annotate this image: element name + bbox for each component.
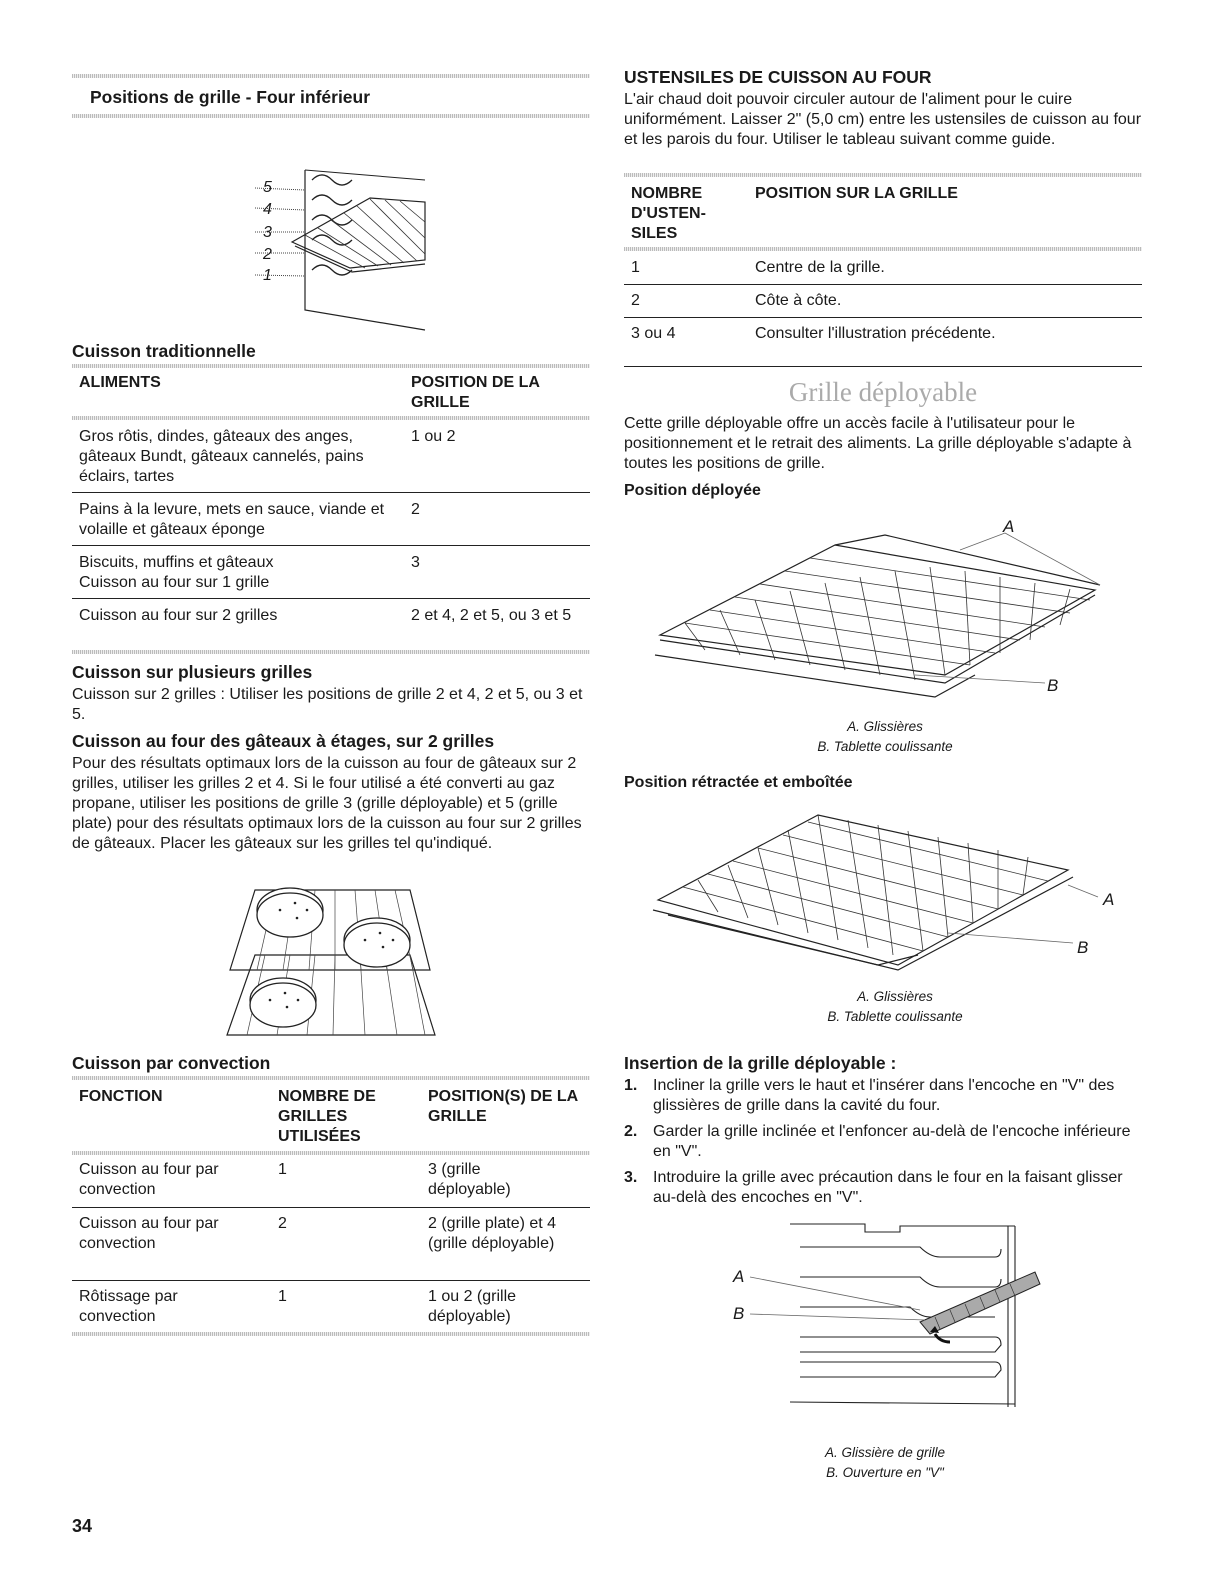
caption-a: A. Glissières [847,719,923,734]
table-cell: Côte à côte. [755,292,842,309]
caption-b: B. Tablette coulissante [827,1009,963,1024]
table-header: POSITION SUR LA GRILLE [755,185,958,202]
caption-a: A. Glissières [857,989,933,1004]
list-item [624,1168,1144,1208]
table-cell: Rôtissage par convection [79,1288,178,1325]
list-item [624,1122,1144,1162]
table-cell: 2 (grille plate) et 4 (grille déployable) [428,1215,557,1252]
table-cell: Consulter l'illustration précédente. [755,325,996,342]
rack-number-1: 1 [263,267,272,284]
table-cell: Pains à la levure, mets en sauce, viande et volaille et gâteaux éponge [79,501,385,538]
row-divider [72,1207,590,1208]
step-number: 1. [624,1077,638,1094]
insertion-illustration [750,1222,1050,1412]
table-header: FONCTION [79,1088,163,1105]
section-divider [624,366,1142,367]
shade-bar [72,114,590,118]
shade-bar [72,1332,590,1336]
table-header: NOMBRE DE GRILLES UTILISÉES [278,1088,376,1145]
rollout-title: Grille déployable [788,377,978,407]
table-cell: 1 ou 2 [411,428,456,445]
table-cell: 3 [411,554,420,571]
rack-positions-heading: Positions de grille - Four inférieur [90,87,371,107]
table-cell: 2 [631,292,640,309]
row-divider [624,284,1142,285]
step-number: 3. [624,1169,638,1186]
table-cell: 1 [278,1161,287,1178]
step-number: 2. [624,1123,638,1140]
table-header: NOMBRE D'USTEN-SILES [631,185,706,242]
label-b: B [1047,676,1059,695]
table-cell: 3 (grille déployable) [428,1161,511,1198]
table-header: ALIMENTS [79,374,161,391]
table-cell: Cuisson au four par convection [79,1215,219,1252]
table-cell: 1 [278,1288,287,1305]
retracted-heading: Position rétractée et emboîtée [624,774,853,791]
step-text: Incliner la grille vers le haut et l'insérer dans l'encoche en "V" des glissières de grille dans la cavité du four. [653,1077,1115,1114]
caption-b: B. Ouverture en "V" [826,1465,944,1480]
multi-heading: Cuisson sur plusieurs grilles [72,662,313,682]
row-divider [624,317,1142,318]
utensils-heading: USTENSILES DE CUISSON AU FOUR [624,67,932,87]
label-b: B [733,1304,745,1323]
shade-bar [72,1076,590,1080]
table-cell: Centre de la grille. [755,259,885,276]
list-item [624,1076,1144,1116]
table-header: POSITION DE LA GRILLE [411,374,540,411]
shade-bar [624,247,1142,251]
label-a: A [1003,517,1015,536]
table-cell: Gros rôtis, dindes, gâteaux des anges, gâteaux Bundt, gâteaux cannelés, pains éclairs, tartes [79,428,364,485]
caption-b: B. Tablette coulissante [817,739,953,754]
shade-bar [72,416,590,420]
traditional-heading: Cuisson traditionnelle [72,341,256,361]
table-cell: 1 ou 2 (grille déployable) [428,1288,517,1325]
utensils-text: L'air chaud doit pouvoir circuler autour de l'aliment pour le cuire uniformément. Laisser 2" (5,0 cm) entre les ustensiles de cuisson au four et les parois du four. Utiliser le tableau suivant comme guide. [624,91,1142,148]
page-number: 34 [72,1516,93,1536]
table-cell: Cuisson au four sur 2 grilles [79,607,278,624]
table-cell: 3 ou 4 [631,325,676,342]
row-divider [72,492,590,493]
convection-heading: Cuisson par convection [72,1053,271,1073]
rack-number-2: 2 [263,246,272,263]
shade-bar [72,1151,590,1155]
caption-a: A. Glissière de grille [824,1445,946,1460]
row-divider [72,1280,590,1281]
step-text: Introduire la grille avec précaution dans le four en la faisant glisser au-delà des encoches en "V". [653,1169,1123,1206]
table-cell: Biscuits, muffins et gâteaux Cuisson au four sur 1 grille [79,554,274,591]
rack-number-3: 3 [263,224,272,241]
table-cell: 2 [278,1215,287,1232]
shade-bar [624,173,1142,177]
table-cell: 2 et 4, 2 et 5, ou 3 et 5 [411,607,572,624]
label-a: A [1103,890,1115,909]
retracted-rack-illustration [648,805,1108,980]
insertion-steps [624,1076,1144,1208]
table-cell: 1 [631,259,640,276]
shade-bar [72,364,590,368]
extended-heading: Position déployée [624,482,761,499]
layer-text: Pour des résultats optimaux lors de la cuisson au four de gâteaux sur 2 grilles, utiliser les grilles 2 et 4. Si le four utilisé a été converti au gaz propane, utiliser les positions de grille 3 (grille déployable) et 5 (grille plate) pour des résultats optimaux lors de la cuisson au four sur 2 grilles de gâteaux. Placer les gâteaux sur les grilles tel qu'indiqué. [72,755,582,852]
table-cell: Cuisson au four par convection [79,1161,219,1198]
label-a: A [733,1267,745,1286]
insertion-heading: Insertion de la grille déployable : [624,1053,897,1073]
shade-bar [72,650,590,654]
table-header: POSITION(S) DE LA GRILLE [428,1088,578,1125]
rollout-text: Cette grille déployable offre un accès facile à l'utilisateur pour le positionnement et le retrait des aliments. La grille déployable s'adapte à toutes les positions de grille. [624,415,1132,472]
table-cell: 2 [411,501,420,518]
layer-cakes-illustration [225,885,445,1045]
rack-number-4: 4 [263,201,272,218]
label-b: B [1077,938,1089,957]
shade-bar [72,74,590,78]
extended-rack-illustration [645,515,1105,710]
multi-text: Cuisson sur 2 grilles : Utiliser les positions de grille 2 et 4, 2 et 5, ou 3 et 5. [72,686,583,723]
step-text: Garder la grille inclinée et l'enfoncer au-delà de l'encoche inférieure en "V". [653,1123,1131,1160]
rack-positions-illustration [250,160,450,335]
rack-number-5: 5 [263,179,272,196]
row-divider [72,545,590,546]
layer-heading: Cuisson au four des gâteaux à étages, sur 2 grilles [72,731,495,751]
row-divider [72,598,590,599]
